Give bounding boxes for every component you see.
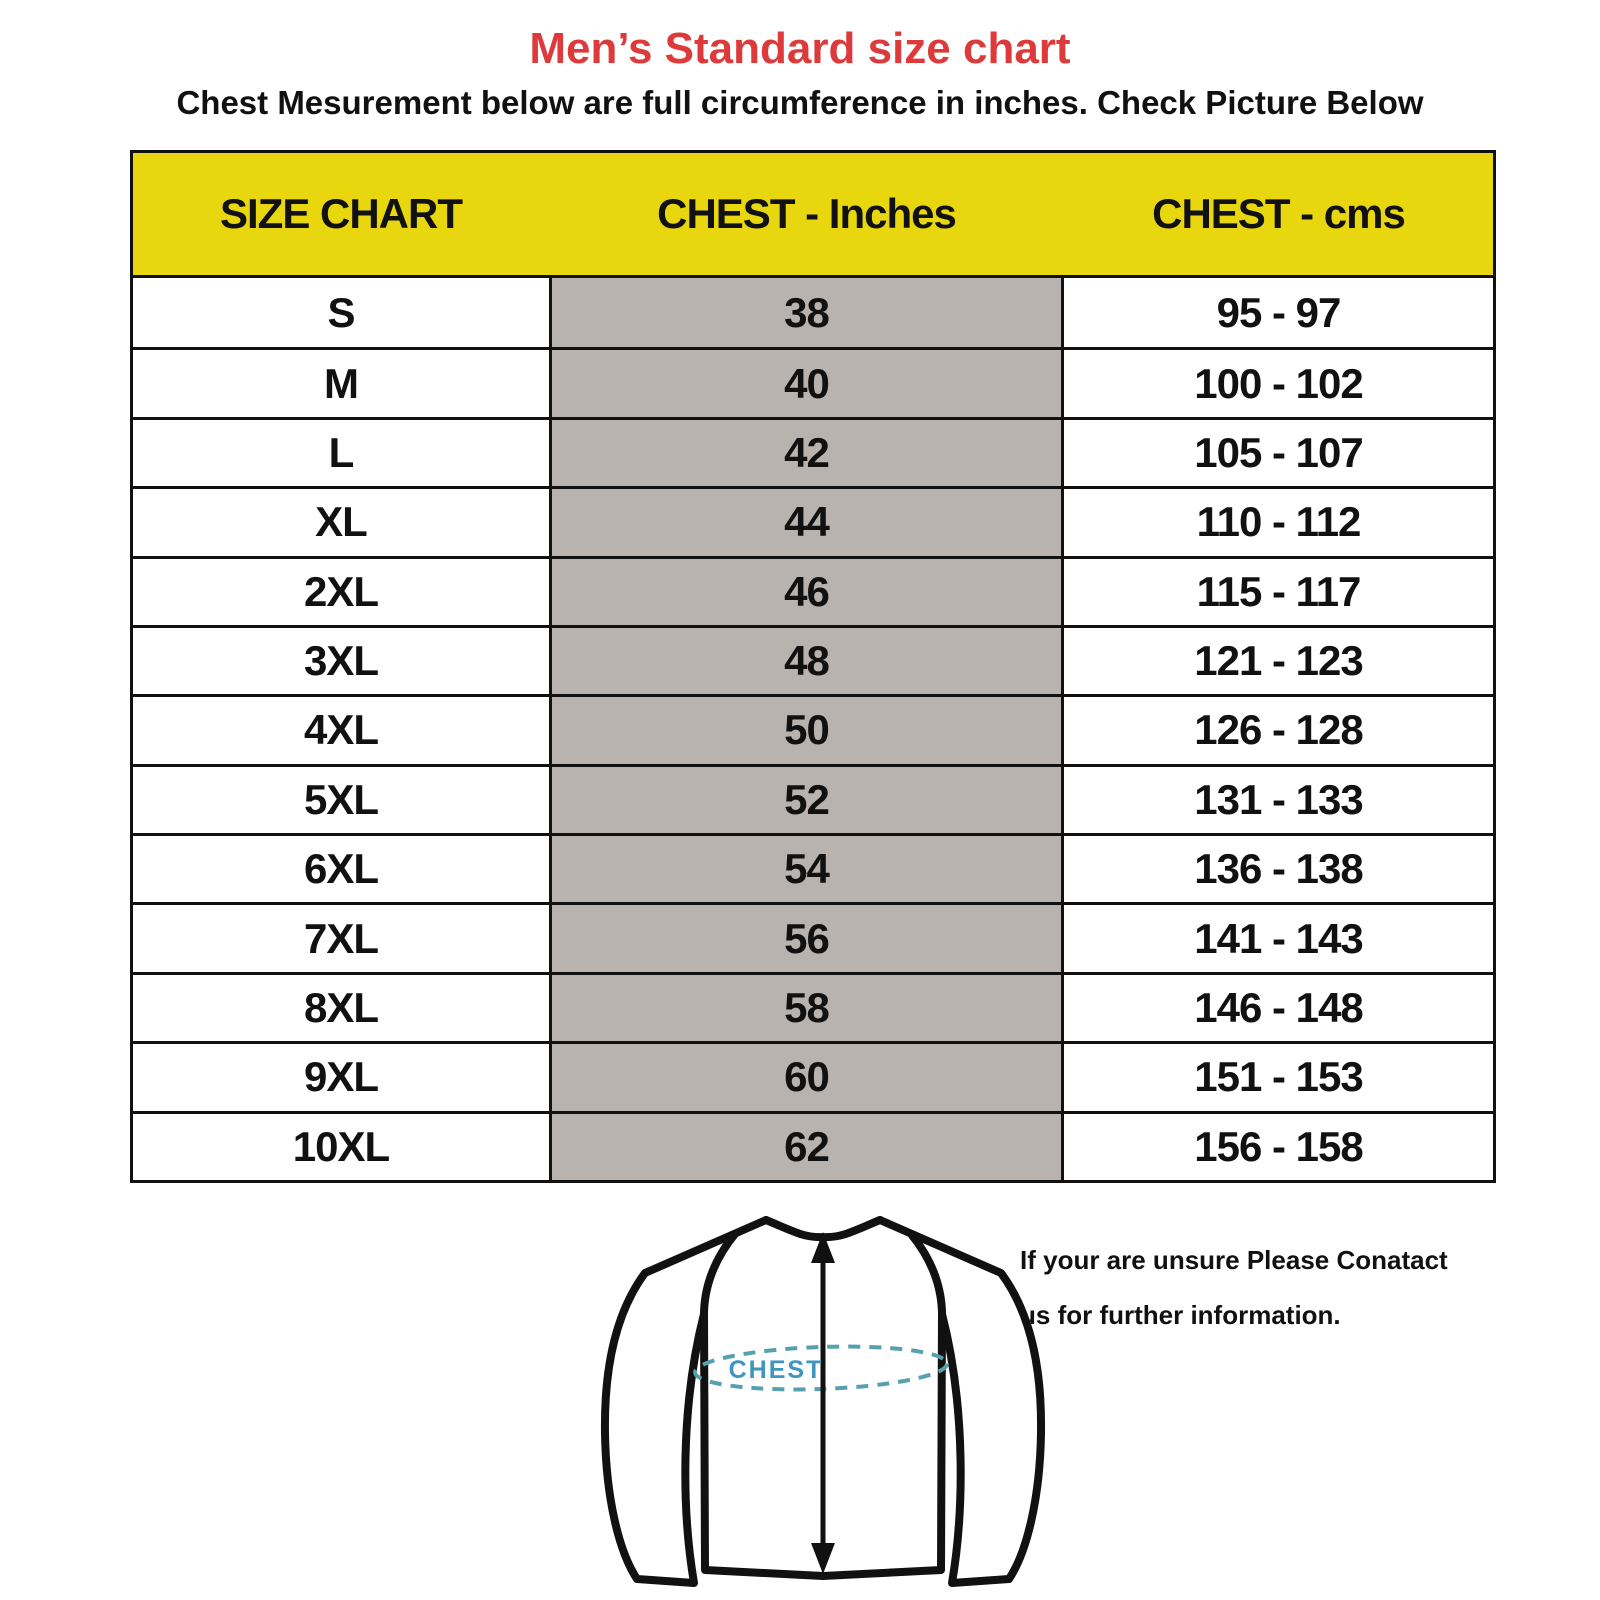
size-cell: 10XL bbox=[292, 1122, 390, 1170]
jacket-left-sleeve bbox=[605, 1220, 766, 1583]
contact-note bbox=[1020, 1245, 1460, 1355]
chest-inches-cell: 54 bbox=[549, 836, 1064, 902]
table-row bbox=[133, 833, 1493, 902]
jacket-right-sleeve bbox=[880, 1220, 1041, 1583]
table-row bbox=[133, 1041, 1493, 1110]
chest-cms-cell: 95 - 97 bbox=[1216, 288, 1341, 336]
size-cell: 9XL bbox=[303, 1053, 379, 1101]
size-cell: 5XL bbox=[303, 775, 379, 823]
chest-inches-cell: 58 bbox=[549, 975, 1064, 1041]
table-row bbox=[133, 694, 1493, 763]
chest-cms-cell: 100 - 102 bbox=[1194, 359, 1363, 407]
chest-inches-cell: 44 bbox=[549, 489, 1064, 555]
table-body bbox=[133, 278, 1493, 1180]
size-cell: 3XL bbox=[303, 637, 379, 685]
chest-cms-cell: 105 - 107 bbox=[1194, 428, 1363, 476]
jacket-diagram bbox=[583, 1200, 1063, 1595]
size-cell: XL bbox=[315, 498, 367, 546]
chest-inches-cell: 46 bbox=[549, 559, 1064, 625]
chest-label: CHEST bbox=[728, 1356, 824, 1384]
size-chart-table bbox=[130, 150, 1496, 1183]
table-row bbox=[133, 347, 1493, 416]
chest-cms-cell: 136 - 138 bbox=[1194, 845, 1363, 893]
contact-note-line-2: us for further information. bbox=[1020, 1300, 1341, 1330]
table-row bbox=[133, 972, 1493, 1041]
page-subtitle: Chest Mesurement below are full circumference in inches. Check Picture Below bbox=[176, 84, 1424, 121]
chest-inches-cell: 50 bbox=[549, 697, 1064, 763]
size-cell: 4XL bbox=[303, 706, 379, 754]
chest-cms-cell: 131 - 133 bbox=[1194, 775, 1363, 823]
chest-cms-cell: 110 - 112 bbox=[1196, 498, 1361, 546]
table-row bbox=[133, 902, 1493, 971]
chest-cms-cell: 121 - 123 bbox=[1194, 637, 1363, 685]
size-cell: S bbox=[327, 288, 355, 336]
table-row bbox=[133, 486, 1493, 555]
header-size-chart: SIZE CHART bbox=[220, 190, 462, 237]
table-header-row bbox=[133, 153, 1493, 278]
table-row bbox=[133, 625, 1493, 694]
chest-inches-cell: 42 bbox=[549, 420, 1064, 486]
table-row bbox=[133, 556, 1493, 625]
size-cell: 2XL bbox=[303, 567, 379, 615]
chest-inches-cell: 60 bbox=[549, 1044, 1064, 1110]
header-chest-inches: CHEST - Inches bbox=[657, 190, 956, 237]
size-cell: 6XL bbox=[303, 845, 379, 893]
header-chest-cms: CHEST - cms bbox=[1152, 190, 1405, 237]
arrowhead-down-icon bbox=[811, 1543, 835, 1574]
page-title: Men’s Standard size chart bbox=[529, 24, 1071, 73]
contact-note-line-1: If your are unsure Please Conatact bbox=[1020, 1245, 1448, 1275]
size-cell: L bbox=[328, 428, 354, 476]
chest-cms-cell: 126 - 128 bbox=[1194, 706, 1363, 754]
table-row bbox=[133, 1111, 1493, 1180]
chest-inches-cell: 52 bbox=[549, 767, 1064, 833]
chest-inches-cell: 40 bbox=[549, 350, 1064, 416]
chest-cms-cell: 115 - 117 bbox=[1196, 567, 1361, 615]
chest-cms-cell: 146 - 148 bbox=[1194, 984, 1363, 1032]
size-cell: 7XL bbox=[303, 914, 379, 962]
table-row bbox=[133, 417, 1493, 486]
size-cell: 8XL bbox=[303, 984, 379, 1032]
chest-inches-cell: 62 bbox=[549, 1114, 1064, 1180]
chest-cms-cell: 141 - 143 bbox=[1194, 914, 1363, 962]
table-row bbox=[133, 764, 1493, 833]
chest-cms-cell: 151 - 153 bbox=[1194, 1053, 1363, 1101]
chest-inches-cell: 48 bbox=[549, 628, 1064, 694]
size-cell: M bbox=[324, 359, 358, 407]
table-row bbox=[133, 278, 1493, 347]
chest-cms-cell: 156 - 158 bbox=[1194, 1122, 1363, 1170]
chest-inches-cell: 38 bbox=[549, 278, 1064, 347]
chest-inches-cell: 56 bbox=[549, 905, 1064, 971]
